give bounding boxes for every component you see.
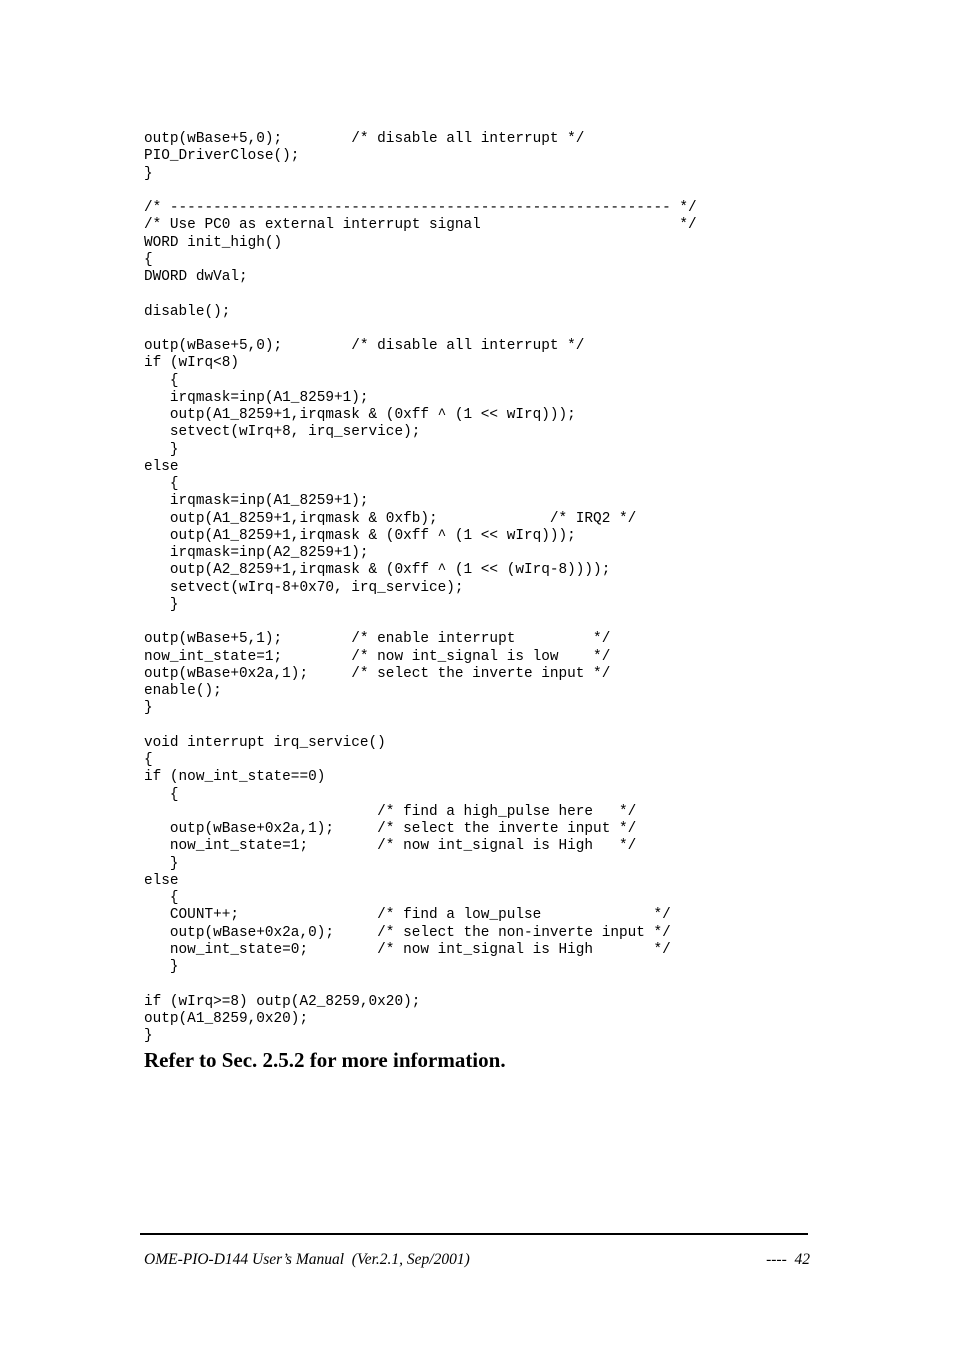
- code-line: outp(wBase+5,0); /* disable all interrupt */: [144, 131, 585, 147]
- code-line: {: [144, 890, 179, 906]
- code-line: if (wIrq<8): [144, 355, 239, 372]
- code-line: {: [144, 786, 179, 803]
- code-line: }: [144, 596, 179, 613]
- code-line: }: [144, 165, 153, 182]
- code-line: outp(wBase+5,0); /* disable all interrupt */: [144, 338, 585, 354]
- footer-divider: [140, 1233, 808, 1235]
- code-line: void interrupt irq_service(): [144, 734, 386, 751]
- code-line: outp(wBase+0x2a,1); /* select the inverte input */: [144, 821, 637, 837]
- code-line: COUNT++; /* find a low_pulse */: [144, 907, 671, 924]
- code-line: }: [144, 959, 179, 975]
- footer-page-number: ---- 42: [766, 1251, 810, 1268]
- code-line: irqmask=inp(A1_8259+1);: [144, 493, 369, 510]
- code-line: {: [144, 476, 179, 492]
- code-line: DWORD dwVal;: [144, 269, 248, 285]
- code-line: now_int_state=1; /* now int_signal is low */: [144, 648, 611, 665]
- code-line: setvect(wIrq-8+0x70, irq_service);: [144, 579, 464, 596]
- code-line: disable();: [144, 303, 231, 320]
- code-line: now_int_state=0; /* now int_signal is High */: [144, 941, 671, 958]
- code-line: {: [144, 372, 179, 389]
- code-line: outp(A1_8259+1,irqmask & (0xff ^ (1 << wIrq)));: [144, 527, 576, 544]
- code-line: WORD init_high(): [144, 234, 283, 251]
- code-line: {: [144, 752, 153, 768]
- code-line: /* Use PC0 as external interrupt signal */: [144, 217, 697, 234]
- code-line: else: [144, 458, 179, 475]
- code-line: outp(A1_8259,0x20);: [144, 1010, 309, 1027]
- code-line: outp(A1_8259+1,irqmask & 0xfb); /* IRQ2 */: [144, 510, 637, 527]
- footer-manual-title: OME-PIO-D144 User’s Manual (Ver.2.1, Sep/2001): [144, 1251, 470, 1268]
- code-line: outp(A2_8259+1,irqmask & (0xff ^ (1 << (wIrq-8))));: [144, 562, 611, 579]
- code-listing: [144, 131, 697, 1045]
- code-line: if (now_int_state==0): [144, 769, 326, 786]
- code-line: if (wIrq>=8) outp(A2_8259,0x20);: [144, 993, 421, 1010]
- code-line: outp(A1_8259+1,irqmask & (0xff ^ (1 << wIrq)));: [144, 407, 576, 423]
- code-line: irqmask=inp(A1_8259+1);: [144, 389, 369, 406]
- code-line: setvect(wIrq+8, irq_service);: [144, 424, 421, 441]
- code-line: irqmask=inp(A2_8259+1);: [144, 545, 369, 561]
- section-reference-note: Refer to Sec. 2.5.2 for more information.: [144, 1048, 506, 1072]
- code-line: }: [144, 441, 179, 458]
- code-line: {: [144, 251, 153, 268]
- code-line: now_int_state=1; /* now int_signal is High */: [144, 838, 637, 855]
- code-line: }: [144, 855, 179, 872]
- code-line: }: [144, 700, 153, 717]
- code-line: outp(wBase+0x2a,1); /* select the inverte input */: [144, 665, 611, 682]
- code-line: /* ---------------------------------------------------------- */: [144, 200, 697, 216]
- code-line: else: [144, 872, 179, 889]
- code-line: PIO_DriverClose();: [144, 148, 300, 165]
- code-line: enable();: [144, 683, 222, 699]
- code-line: outp(wBase+0x2a,0); /* select the non-inverte input */: [144, 924, 671, 941]
- code-line: }: [144, 1028, 153, 1044]
- code-line: outp(wBase+5,1); /* enable interrupt */: [144, 631, 611, 648]
- code-line: /* find a high_pulse here */: [144, 803, 637, 820]
